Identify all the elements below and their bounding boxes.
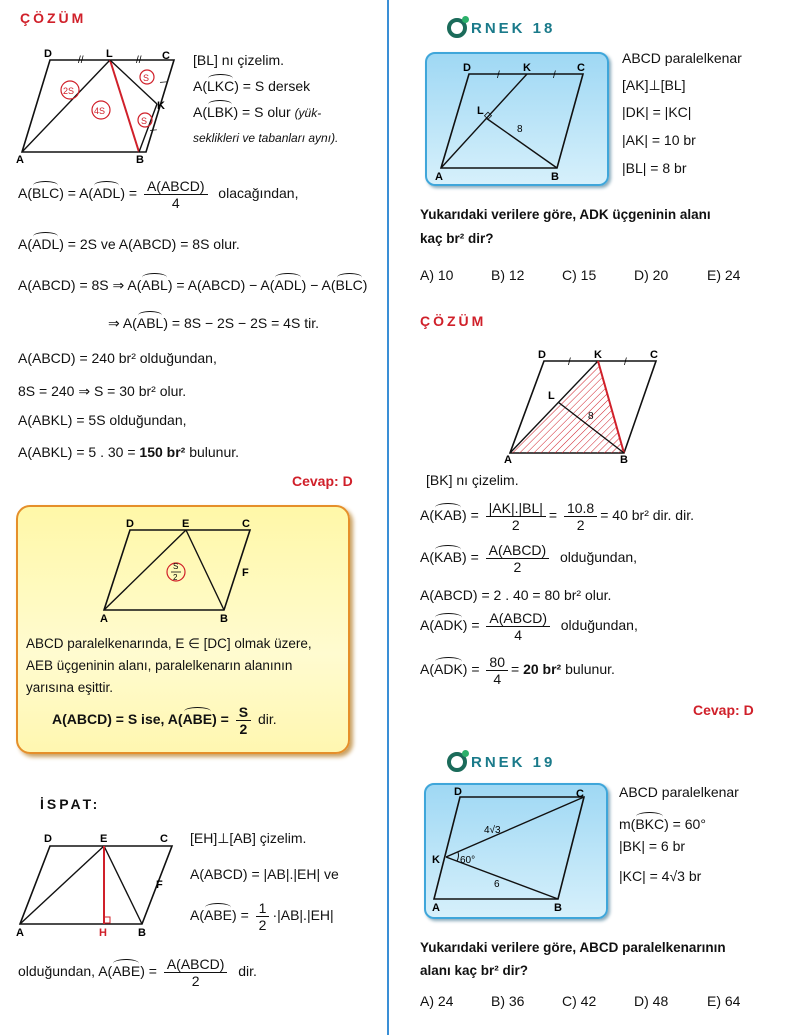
- option-19-a[interactable]: A) 24: [420, 993, 454, 1009]
- given-kc: |KC| = 4√3 br: [619, 868, 702, 884]
- label-l: L: [477, 105, 484, 117]
- eq-abl-4s: ⇒ A(ABL) = 8S − 2S − 2S = 4S tir.: [108, 315, 319, 331]
- region-s1: S: [143, 73, 150, 83]
- given-bk: |BK| = 6 br: [619, 838, 686, 854]
- length-bk: 6: [494, 879, 500, 890]
- option-19-b[interactable]: B) 36: [491, 993, 525, 1009]
- label-b: B: [554, 902, 562, 914]
- given-ak-perp-bl: [AK]⊥[BL]: [622, 77, 686, 93]
- length-kc: 4√3: [484, 825, 501, 836]
- proof-eh-perp: [EH]⊥[AB] çizelim.: [190, 830, 307, 846]
- eq-blc-adl: A(BLC) = A(ADL) = $\frac{\text{A(ABCD)}}{4}$ olacağından,: [18, 178, 299, 211]
- o-logo-icon: [447, 752, 467, 772]
- eq-kab-half: A(KAB) = $\frac{\text{A(ABCD)}}{2}$ olduğundan,: [420, 542, 638, 575]
- ratio-num: S: [173, 562, 179, 571]
- svg-text://: //: [136, 55, 142, 66]
- figure-theorem: [96, 514, 276, 626]
- label-e: E: [182, 518, 190, 530]
- proof-abe: A(ABE) = $\frac{1}{2}$ ·|AB|.|EH|: [190, 900, 334, 933]
- question-18-line2: kaç br² dir?: [420, 231, 494, 246]
- label-a: A: [435, 171, 443, 182]
- label-c: C: [242, 518, 250, 530]
- column-divider: [387, 0, 389, 1035]
- figure-solution-18: [500, 345, 670, 463]
- region-4s: 4S: [94, 106, 106, 116]
- label-b: B: [551, 171, 559, 182]
- label-d: D: [538, 349, 546, 361]
- label-l: L: [106, 48, 113, 60]
- label-h: H: [99, 927, 107, 939]
- given-ak: |AK| = 10 br: [622, 132, 696, 148]
- given-bl: |BL| = 8 br: [622, 160, 687, 176]
- question-19-line2: alanı kaç br² dir?: [420, 963, 529, 978]
- option-18-e[interactable]: E) 24: [707, 267, 741, 283]
- label-d: D: [126, 518, 134, 530]
- ornek-19-header: RNEK 19: [447, 752, 555, 772]
- option-18-d[interactable]: D) 20: [634, 267, 669, 283]
- label-f: F: [242, 567, 249, 579]
- option-18-a[interactable]: A) 10: [420, 267, 454, 283]
- label-k: K: [157, 100, 165, 112]
- label-f: F: [156, 879, 163, 891]
- label-a: A: [504, 454, 512, 463]
- region-2s: 2S: [63, 86, 75, 96]
- label-b: B: [138, 927, 146, 939]
- option-19-c[interactable]: C) 42: [562, 993, 597, 1009]
- region-s2: S: [141, 116, 148, 126]
- angle-60: 60°: [460, 855, 476, 866]
- eq-kab-40: A(KAB) = $\frac{|AK|.|BL|}{2}$ = $\frac{10.8}{2}$ = 40 br² dir. dir.: [420, 500, 694, 533]
- label-c: C: [650, 349, 658, 361]
- question-19-line1: Yukarıdaki verilere göre, ABCD paralelkenarının: [420, 940, 726, 955]
- figure-parallelogram-blk: [14, 46, 184, 164]
- svg-text:/: /: [148, 127, 159, 134]
- label-a: A: [100, 613, 108, 625]
- option-19-d[interactable]: D) 48: [634, 993, 669, 1009]
- answer-label-2: Cevap: D: [693, 702, 754, 718]
- given-parallelogram-19: ABCD paralelkenar: [619, 784, 739, 800]
- answer-label: Cevap: D: [292, 473, 353, 489]
- figure-example-19: [424, 783, 604, 915]
- proof-conclusion: olduğundan, A(ABE) = $\frac{\text{A(ABCD)}}{2}$ dir.: [18, 956, 257, 989]
- label-k: K: [523, 62, 531, 74]
- eq-240: A(ABCD) = 240 br² olduğundan,: [18, 350, 217, 366]
- label-d: D: [44, 833, 52, 845]
- label-k: K: [594, 349, 602, 361]
- figure-proof: [14, 828, 190, 940]
- length-bl: 8: [517, 124, 523, 135]
- figure-example-18: [425, 52, 605, 182]
- label-c: C: [162, 50, 170, 62]
- ispat-heading: İSPAT:: [40, 796, 101, 812]
- eq-adk-quarter: A(ADK) = $\frac{\text{A(ABCD)}}{4}$ olduğundan,: [420, 610, 638, 643]
- option-18-c[interactable]: C) 15: [562, 267, 597, 283]
- label-a: A: [16, 927, 24, 939]
- note-heights: seklikleri ve tabanları aynı).: [193, 131, 339, 145]
- given-parallelogram: ABCD paralelkenar: [622, 50, 742, 66]
- theorem-text-1: ABCD paralelkenarında, E ∈ [DC] olmak üzere,: [26, 636, 312, 651]
- label-b: B: [220, 613, 228, 625]
- svg-text://: //: [78, 55, 84, 66]
- cozum-heading: ÇÖZÜM: [20, 10, 87, 26]
- label-c: C: [160, 833, 168, 845]
- label-a: A: [16, 154, 24, 164]
- text-bl-cizelim: [BL] nı çizelim.: [193, 52, 285, 68]
- question-18-line1: Yukarıdaki verilere göre, ADK üçgeninin alanı: [420, 207, 711, 222]
- label-c: C: [577, 62, 585, 74]
- eq-adk-20: A(ADK) = $\frac{80}{4}$ = 20 br² bulunur.: [420, 654, 615, 687]
- cozum-heading-2: ÇÖZÜM: [420, 313, 487, 329]
- length-bl: 8: [588, 411, 594, 422]
- given-angle-bkc: m(BKC) = 60°: [619, 816, 706, 832]
- label-l: L: [548, 390, 555, 402]
- label-d: D: [454, 786, 462, 798]
- label-d: D: [44, 48, 52, 60]
- text-bk-cizelim: [BK] nı çizelim.: [426, 472, 519, 488]
- option-18-b[interactable]: B) 12: [491, 267, 525, 283]
- ratio-den: 2: [173, 573, 178, 582]
- theorem-formula: A(ABCD) = S ise, A(ABE) = $\frac{S}{2}$ dir.: [52, 704, 277, 737]
- label-e: E: [100, 833, 108, 845]
- ornek-18-header: RNEK 18: [447, 18, 555, 38]
- eq-abcd-8s: A(ABCD) = 8S ⇒ A(ABL) = A(ABCD) − A(ADL) − A(BLC): [18, 277, 368, 293]
- eq-abcd-80: A(ABCD) = 2 . 40 = 80 br² olur.: [420, 587, 612, 603]
- svg-text:/: /: [553, 70, 556, 81]
- eq-lbk: A(LBK) = S olur (yük-: [193, 104, 322, 120]
- label-b: B: [136, 154, 144, 164]
- eq-lkc: A(LKC) = S dersek: [193, 78, 311, 94]
- eq-s-30: 8S = 240 ⇒ S = 30 br² olur.: [18, 383, 187, 399]
- eq-abkl-150: A(ABKL) = 5 . 30 = 150 br² bulunur.: [18, 444, 240, 460]
- given-dk-kc: |DK| = |KC|: [622, 104, 692, 120]
- label-a: A: [432, 902, 440, 914]
- label-b: B: [620, 454, 628, 463]
- o-logo-icon: [447, 18, 467, 38]
- label-k: K: [432, 854, 440, 866]
- option-19-e[interactable]: E) 64: [707, 993, 741, 1009]
- svg-text:/: /: [568, 357, 571, 368]
- proof-area: A(ABCD) = |AB|.|EH| ve: [190, 866, 339, 882]
- label-d: D: [463, 62, 471, 74]
- label-c: C: [576, 788, 584, 800]
- theorem-text-2: AEB üçgeninin alanı, paralelkenarın alanının: [26, 658, 293, 673]
- svg-text:/: /: [158, 79, 169, 86]
- svg-text:/: /: [624, 357, 627, 368]
- svg-text:/: /: [497, 70, 500, 81]
- theorem-text-3: yarısına eşittir.: [26, 680, 114, 695]
- eq-abkl-5s: A(ABKL) = 5S olduğundan,: [18, 412, 187, 428]
- eq-adl-2s: A(ADL) = 2S ve A(ABCD) = 8S olur.: [18, 236, 240, 252]
